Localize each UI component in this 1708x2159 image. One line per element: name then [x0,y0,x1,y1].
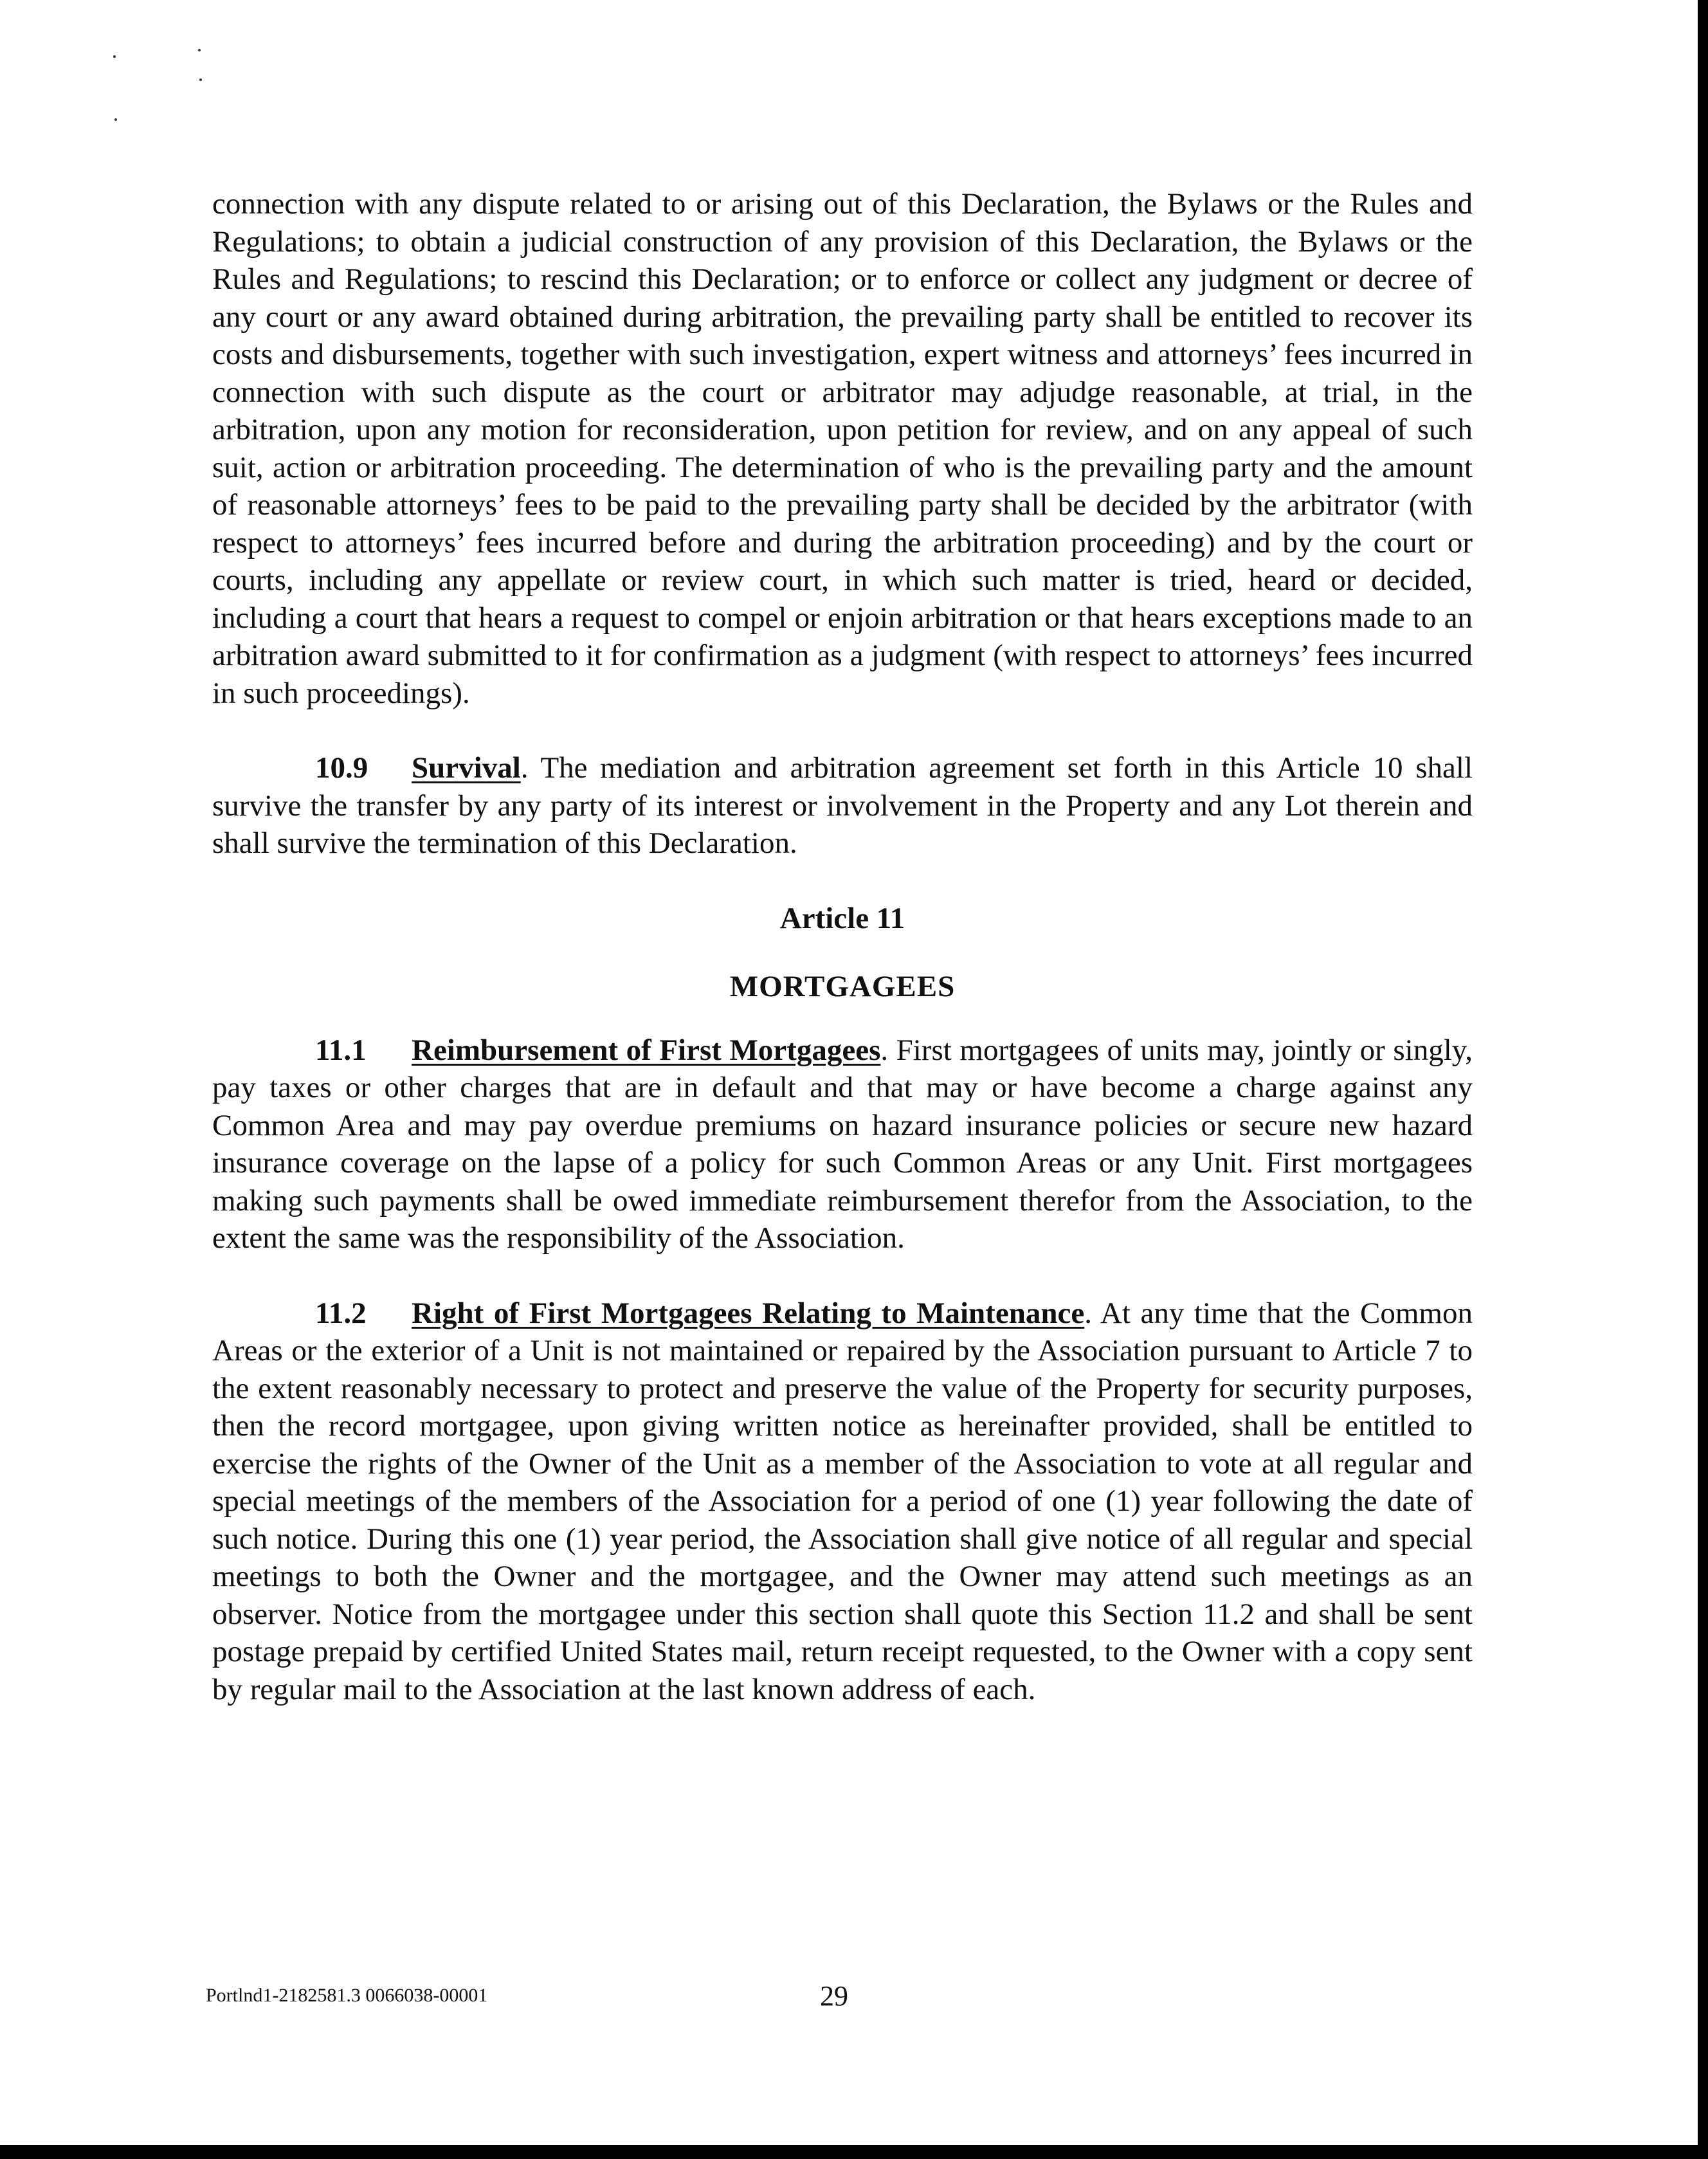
document-id: Portlnd1-2182581.3 0066038-00001 [206,1985,488,2006]
section-heading-punct: . [1084,1296,1092,1330]
article-subtitle: MORTGAGEES [729,970,956,1003]
scan-speck [199,78,202,81]
page-footer [206,1980,1466,2012]
section-heading: Right of First Mortgagees Relating to Maintenance [412,1296,1085,1330]
document-body [212,185,1473,1708]
section-body: At any time that the Common Areas or the exterior of a Unit is not maintained or repaired by the Association pursuant to Article 7 to the extent reasonably necessary to protect and preserve the value of the Property for security purposes, then the record mortgagee, upon giving written notice as hereinafter provided, shall be entitled to exercise the rights of the Owner of the Unit as a member of the Association to vote at all regular and special meetings of the members of the Association for a period of one (1) year following the date of such notice. During this one (1) year period, the Association shall give notice of all regular and special meetings to both the Owner and the mortgagee, and the Owner may attend such meetings as an observer. Notice from the mortgagee under this section shall quote this Section 11.2 and shall be sent postage prepaid by certified United States mail, return receipt requested, to the Owner with a copy sent by regular mail to the Association at the last known address of each. [212,1296,1473,1706]
section-heading-punct: . [880,1033,889,1067]
section-body: First mortgagees of units may, jointly or singly, pay taxes or other charges that are in default and that may or have become a charge against any Common Area and may pay overdue premiums on hazard insurance policies or secure new hazard insurance coverage on the lapse of a policy for such Common Areas or any Unit. First mortgagees making such payments shall be owed immediate reimbursement therefor from the Association, to the extent the same was the responsibility of the Association. [212,1033,1473,1255]
section-number: 10.9 [315,751,368,785]
section-number: 11.1 [315,1033,367,1067]
section-11-2 [212,1295,1473,1709]
section-heading-punct: . [520,751,529,785]
scan-speck [113,55,116,58]
section-heading: Reimbursement of First Mortgagees [412,1033,881,1067]
section-number: 11.2 [315,1296,367,1330]
section-11-1 [212,1032,1473,1257]
scan-speck [114,118,117,121]
section-body: The mediation and arbitration agreement set forth in this Article 10 shall survive the transfer by any party of its interest or involvement in the Property and any Lot therein and shall survive the termination of this Declaration. [212,751,1473,860]
scan-speck [198,49,201,51]
section-heading: Survival [412,751,521,785]
page-number: 29 [820,1980,848,2012]
article-title: Article 11 [779,901,905,935]
section-10-9 [212,749,1473,862]
intro-paragraph: connection with any dispute related to or arising out of this Declaration, the Bylaws or the Rules and Regulations; to obtain a judicial construction of any provision of this Declaration, the Bylaws or the Rules and Regulations; to rescind this Declaration; or to enforce or collect any judgment or decree of any court or any award obtained during arbitration, the prevailing party shall be entitled to recover its costs and disbursements, together with such investigation, expert witness and attorneys’ fees incurred in connection with such dispute as the court or arbitrator may adjudge reasonable, at trial, in the arbitration, upon any motion for reconsideration, upon petition for review, and on any appeal of such suit, action or arbitration proceeding. The determination of who is the prevailing party and the amount of reasonable attorneys’ fees to be paid to the prevailing party shall be decided by the arbitrator (with respect to attorneys’ fees incurred before and during the arbitration proceeding) and by the court or courts, including any appellate or review court, in which such matter is tried, heard or decided, including a court that hears a request to compel or enjoin arbitration or that hears exceptions made to an arbitration award submitted to it for confirmation as a judgment (with respect to attorneys’ fees incurred in such proceedings). [212,187,1473,710]
